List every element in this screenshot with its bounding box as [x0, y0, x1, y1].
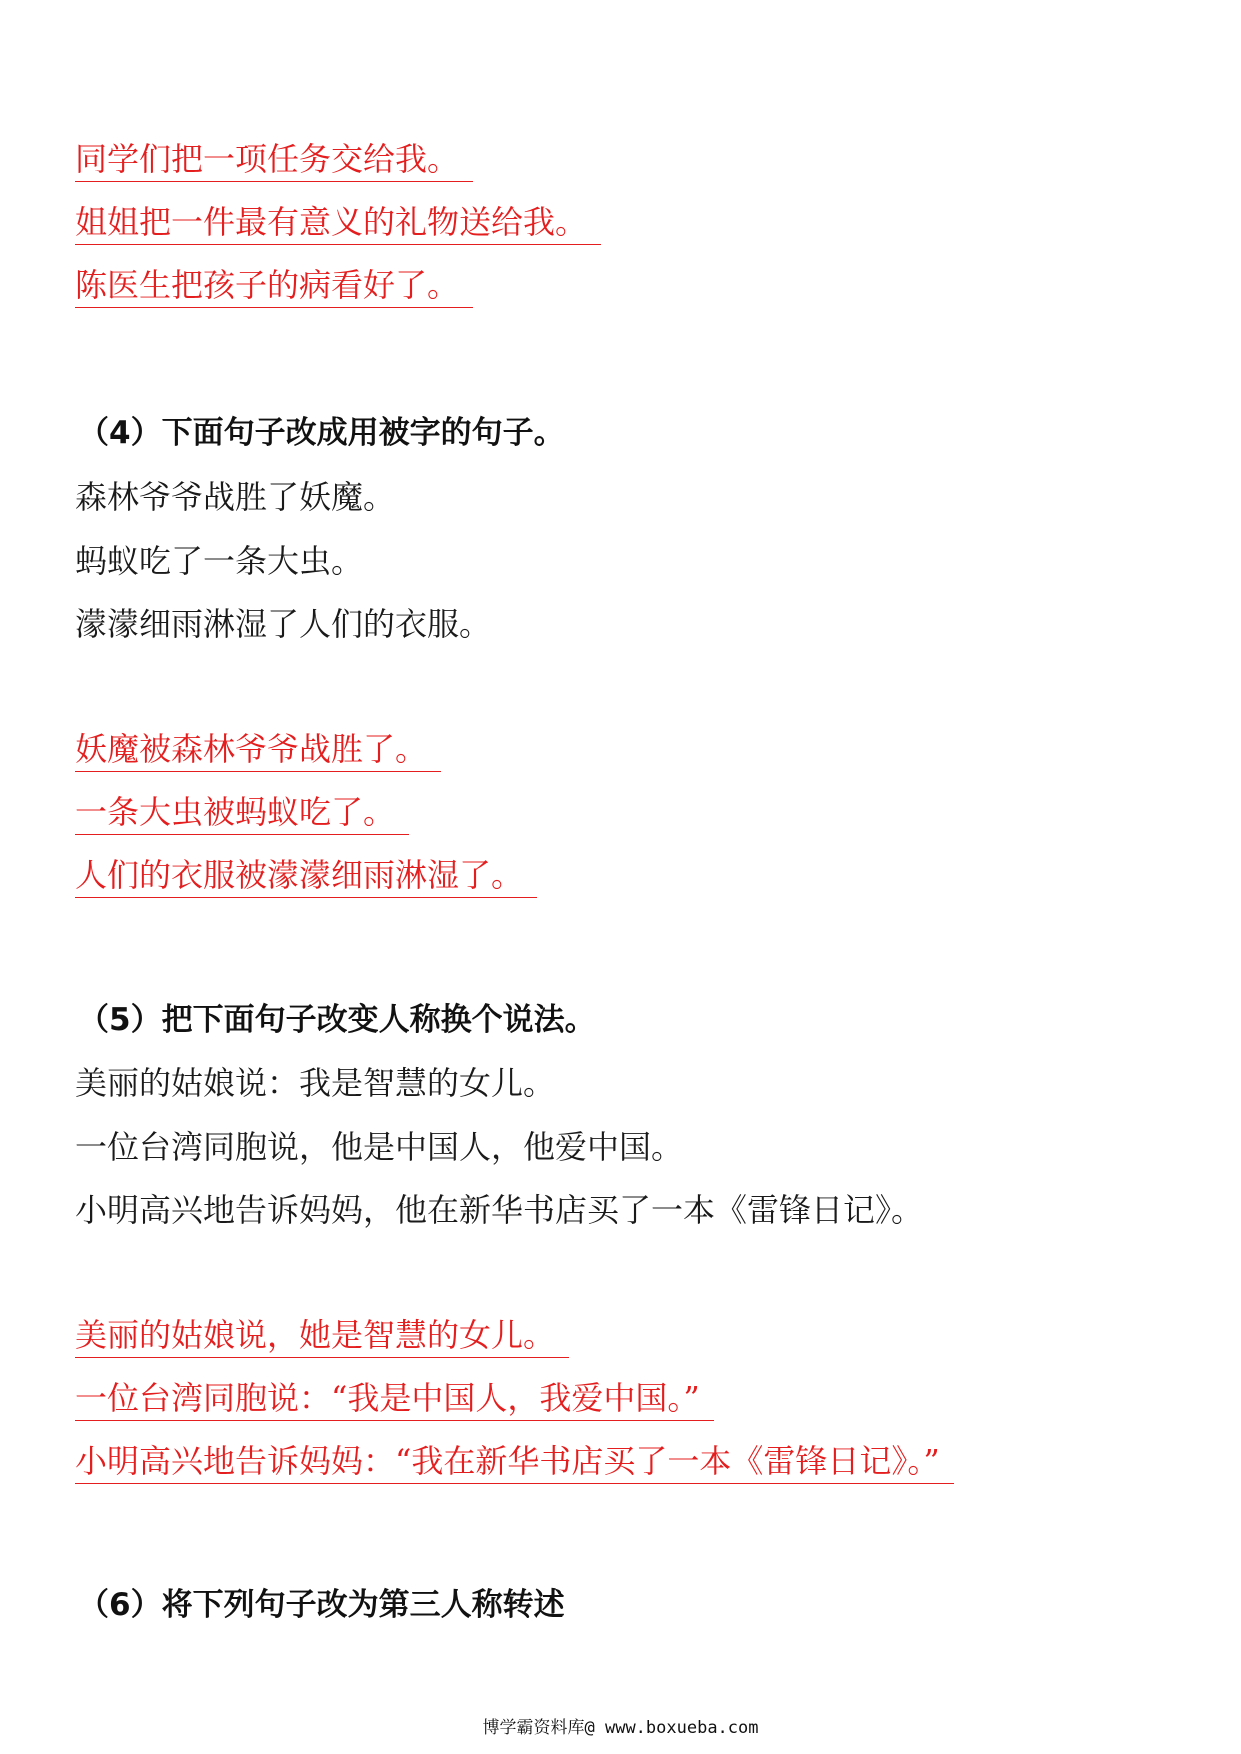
answer-line: 一条大虫被蚂蚁吃了。: [75, 796, 409, 835]
question-line: 森林爷爷战胜了妖魔。: [75, 478, 396, 516]
answer-line: 陈医生把孩子的病看好了。: [75, 269, 473, 308]
section-heading: （6）将下列句子改为第三人称转述: [78, 1587, 565, 1623]
question-line: 一位台湾同胞说，他是中国人，他爱中国。: [75, 1128, 684, 1166]
answer-line: 同学们把一项任务交给我。: [75, 143, 473, 182]
question-line: 小明高兴地告诉妈妈，他在新华书店买了一本《雷锋日记》。: [75, 1191, 924, 1229]
page-footer: 博学霸资料库@ www.boxueba.com: [482, 1718, 759, 1738]
question-line: 蚂蚁吃了一条大虫。: [75, 542, 364, 580]
answer-line: 人们的衣服被濛濛细雨淋湿了。: [75, 859, 537, 898]
section-heading: （4）下面句子改成用被字的句子。: [78, 415, 565, 451]
answer-line: 一位台湾同胞说：“我是中国人，我爱中国。”: [75, 1382, 714, 1421]
answer-line: 小明高兴地告诉妈妈：“我在新华书店买了一本《雷锋日记》。”: [75, 1445, 954, 1484]
question-line: 濛濛细雨淋湿了人们的衣服。: [75, 605, 492, 643]
answer-line: 妖魔被森林爷爷战胜了。: [75, 733, 441, 772]
answer-line: 姐姐把一件最有意义的礼物送给我。: [75, 206, 601, 245]
answer-line: 美丽的姑娘说，她是智慧的女儿。: [75, 1319, 569, 1358]
section-heading: （5）把下面句子改变人称换个说法。: [78, 1002, 596, 1038]
question-line: 美丽的姑娘说：我是智慧的女儿。: [75, 1064, 556, 1102]
